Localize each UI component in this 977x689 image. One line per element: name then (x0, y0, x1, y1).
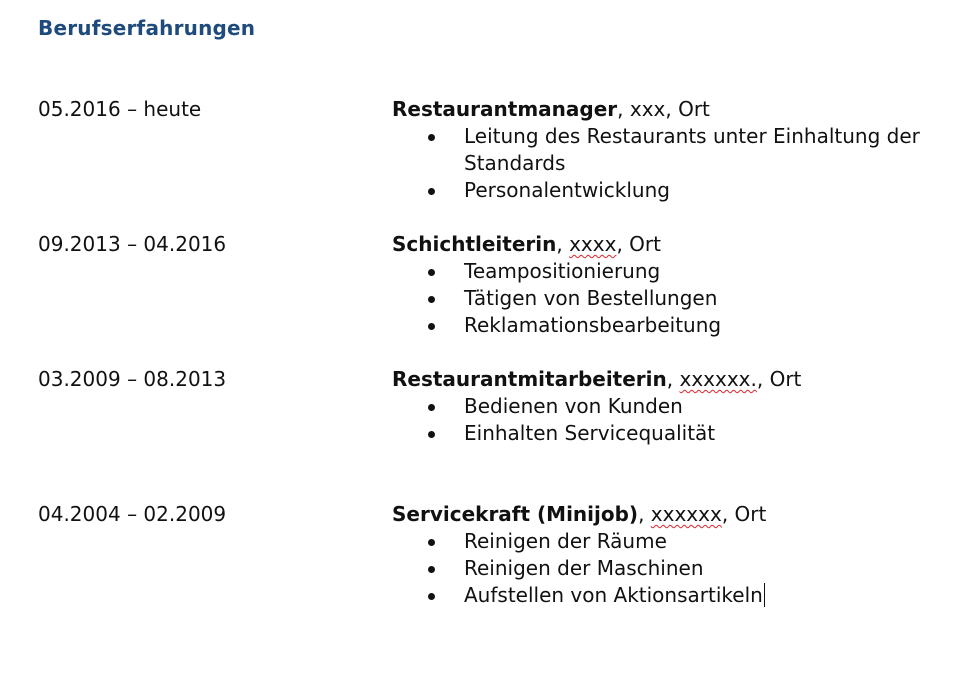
bullet-dot-icon (428, 431, 435, 438)
bullet-text: Standards (464, 151, 566, 175)
bullet-item (0, 312, 960, 339)
entry-role: Schichtleiterin (392, 232, 557, 256)
entry-location: , Ort (721, 502, 767, 526)
entry-title-line (392, 501, 766, 528)
bullet-item (0, 582, 960, 609)
entry-bullet-list (0, 123, 920, 204)
bullet-dot-icon (428, 188, 435, 195)
bullet-item (0, 393, 960, 420)
bullet-item (0, 528, 960, 555)
entry-separator: , (556, 232, 570, 256)
bullet-dot-icon (428, 566, 435, 573)
bullet-dot-icon (428, 134, 435, 141)
entry-separator: , (666, 367, 680, 391)
entry-date: 09.2013 – 04.2016 (38, 232, 227, 256)
bullet-item (0, 555, 960, 582)
bullet-text: Bedienen von Kunden (464, 394, 683, 418)
bullet-text: Reklamationsbearbeitung (464, 313, 722, 337)
bullet-dot-icon (428, 269, 435, 276)
entry-location: , Ort (756, 367, 802, 391)
entry-bullet-list (0, 393, 716, 447)
entry-role: Restaurantmitarbeiterin (392, 367, 667, 391)
entry-date: 05.2016 – heute (38, 97, 202, 121)
entry-role: Servicekraft (Minijob) (392, 502, 639, 526)
entry-bullet-list (0, 528, 763, 609)
bullet-dot-icon (428, 404, 435, 411)
bullet-item (0, 420, 960, 447)
entry-employer: xxxxxx. (679, 367, 757, 391)
bullet-dot-icon (428, 323, 435, 330)
bullet-item (0, 123, 960, 150)
bullet-text: Reinigen der Räume (464, 529, 667, 553)
entry-location: , Ort (665, 97, 710, 121)
entry-employer: xxxxxx (650, 502, 722, 526)
bullet-item (0, 285, 960, 312)
entry-bullet-list (0, 258, 722, 339)
entry-title-line (392, 231, 661, 258)
bullet-text: Tätigen von Bestellungen (464, 286, 718, 310)
bullet-item (0, 258, 960, 285)
section-heading: Berufserfahrungen (38, 16, 256, 40)
bullet-text: Aufstellen von Aktionsartikeln (464, 583, 763, 607)
entry-location: , Ort (616, 232, 661, 256)
bullet-text: Einhalten Servicequalität (464, 421, 716, 445)
entry-title-line (392, 96, 710, 123)
bullet-text: Reinigen der Maschinen (464, 556, 704, 580)
bullet-dot-icon (428, 296, 435, 303)
bullet-dot-icon (428, 539, 435, 546)
bullet-continuation (0, 150, 960, 177)
bullet-text: Teampositionierung (464, 259, 661, 283)
entry-title-line (392, 366, 801, 393)
bullet-item (0, 177, 960, 204)
entry-employer: xxx (629, 97, 666, 121)
text-cursor (764, 583, 765, 607)
entry-separator: , (617, 97, 630, 121)
entry-employer: xxxx (569, 232, 617, 256)
bullet-text: Personalentwicklung (464, 178, 670, 202)
bullet-dot-icon (428, 593, 435, 600)
entry-date: 03.2009 – 08.2013 (38, 367, 227, 391)
entry-role: Restaurantmanager (392, 97, 618, 121)
bullet-text: Leitung des Restaurants unter Einhaltung der (464, 124, 920, 148)
entry-date: 04.2004 – 02.2009 (38, 502, 227, 526)
entry-separator: , (638, 502, 651, 526)
